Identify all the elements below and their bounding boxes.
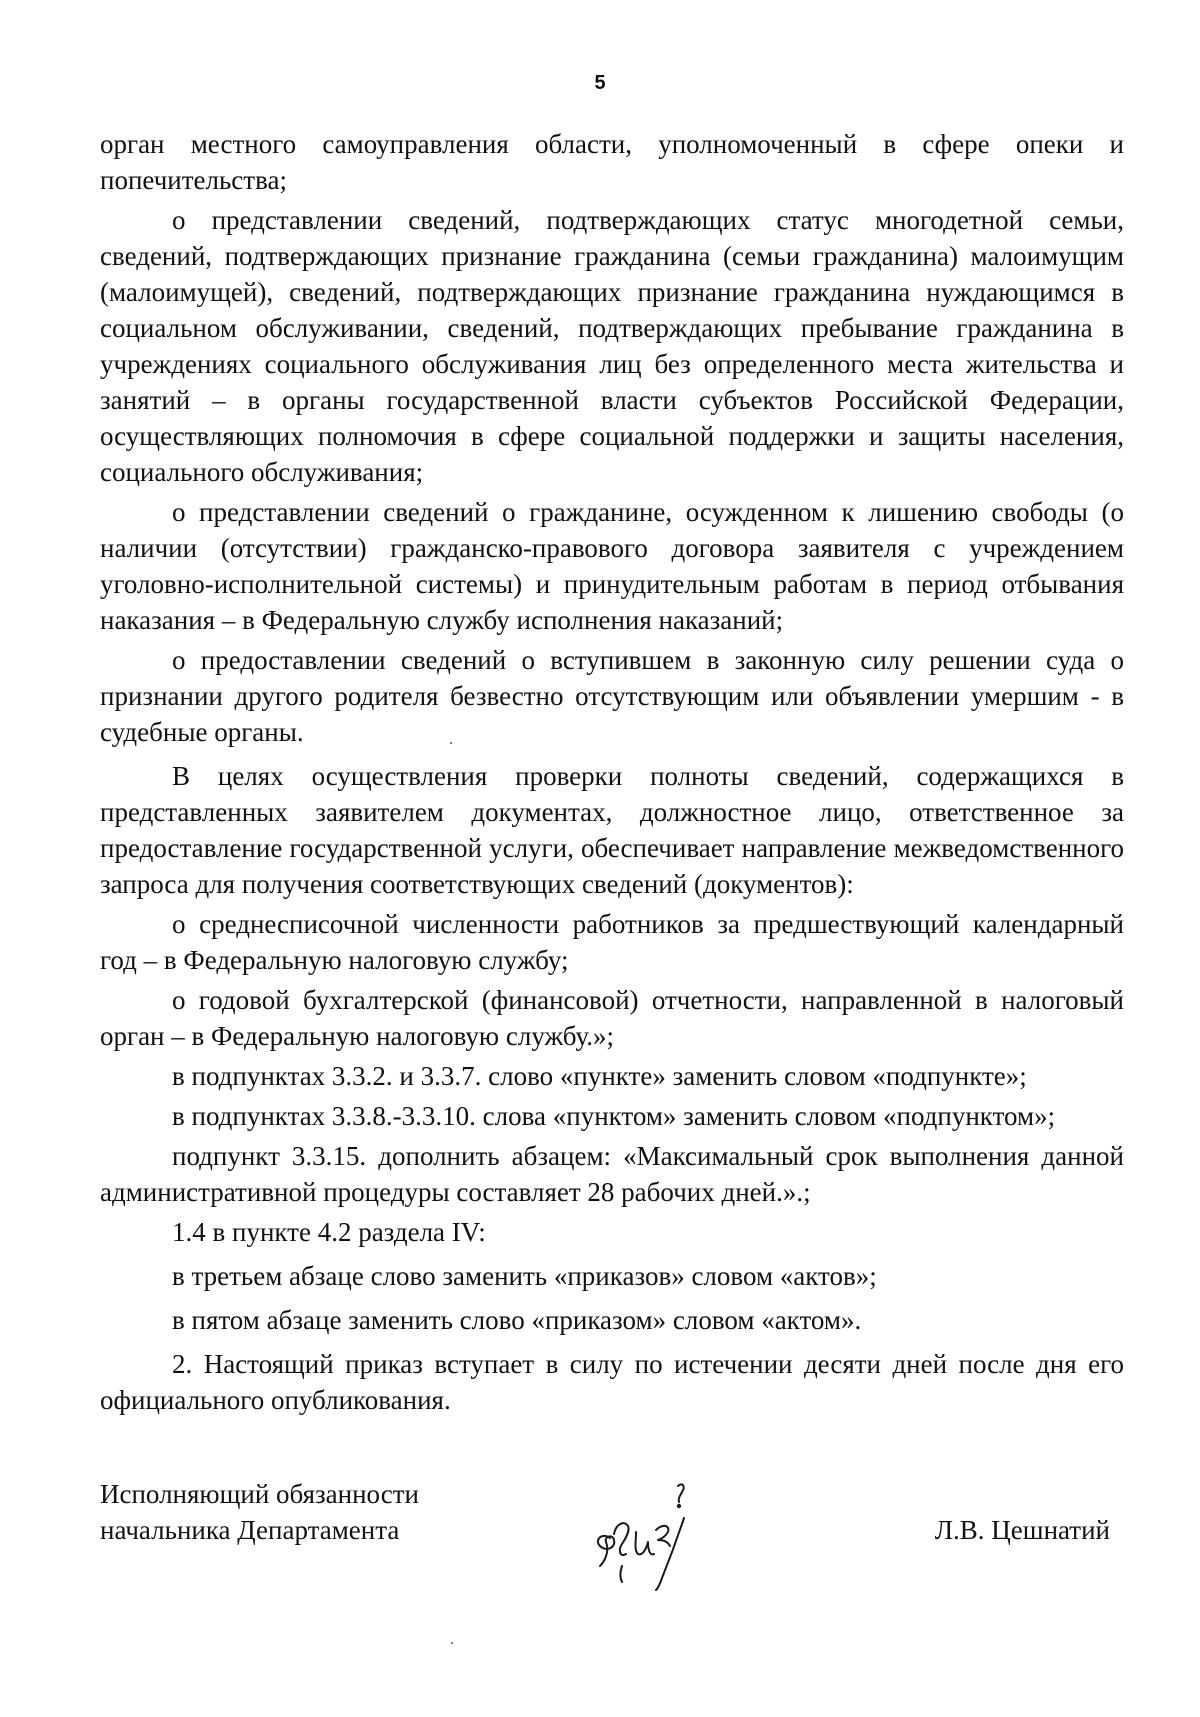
handwritten-signature (550, 1478, 720, 1596)
paragraph-court-decision: о предоставлении сведений о вступившем в законную силу решении суда о признании другого родителя безвестно отсутствующим или объявлении умершим - в судебные органы. (100, 645, 1124, 747)
signature-block (100, 1476, 1124, 1596)
paragraph-guardianship-authority: орган местного самоуправления области, уполномоченный в сфере опеки и попечительства; (100, 129, 1124, 195)
document-body (100, 126, 1124, 1418)
signer-title-line-1: Исполняющий обязанности (100, 1479, 419, 1509)
paragraph-clause-1-4: 1.4 в пункте 4.2 раздела IV: (172, 1217, 486, 1247)
scan-speck (451, 1642, 453, 1644)
paragraph-average-headcount: о среднесписочной численности работников за предшествующий календарный год – в Федеральную налоговую службу; (100, 909, 1124, 975)
paragraph-subclause-3-3-15: подпункт 3.3.15. дополнить абзацем: «Максимальный срок выполнения данной административной процедуры составляет 28 рабочих дней.».; (100, 1141, 1124, 1207)
paragraph-subclauses-3-3-2: в подпунктах 3.3.2. и 3.3.7. слово «пункте» заменить словом «подпункте»; (172, 1061, 1027, 1091)
signer-title-line-2: начальника Департамента (100, 1515, 400, 1545)
signer-name: Л.В. Цешнатий (934, 1515, 1110, 1545)
paragraph-interagency-request: В целях осуществления проверки полноты сведений, содержащихся в представленных заявителем документах, должностное лицо, ответственное за предоставление государственной услуги, обеспечивает направление межведомственного запроса для получения соответствующих сведений (документов): (100, 761, 1124, 899)
paragraph-large-family-status: о представлении сведений, подтверждающих статус многодетной семьи, сведений, подтверждающих признание гражданина (семьи гражданина) малоимущим (малоимущей), сведений, подтверждающих признание гражданина нуждающимся в социальном обслуживании, сведений, подтверждающих пребывание гражданина в учреждениях социального обслуживания лиц без определенного места жительства и занятий – в органы государственной власти субъектов Российской Федерации, осуществляющих полномочия в сфере социальной поддержки и защиты населения, социального обслуживания; (100, 205, 1124, 487)
page-number: 5 (594, 72, 606, 94)
paragraph-subclauses-3-3-8: в подпунктах 3.3.8.-3.3.10. слова «пунктом» заменить словом «подпунктом»; (172, 1101, 1056, 1131)
paragraph-annual-accounting: о годовой бухгалтерской (финансовой) отчетности, направленной в налоговый орган – в Федеральную налоговую службу.»; (100, 985, 1124, 1051)
scan-speck (450, 742, 452, 744)
signer-title (100, 1476, 419, 1548)
paragraph-convicted-citizen: о представлении сведений о гражданине, осужденном к лишению свободы (о наличии (отсутствии) гражданско-правового договора заявителя с учреждением уголовно-исполнительной системы) и принудительным работам в период отбывания наказания – в Федеральную службу исполнения наказаний; (100, 497, 1124, 635)
paragraph-fifth-abzac: в пятом абзаце заменить слово «приказом» словом «актом». (172, 1305, 862, 1335)
paragraph-third-abzac: в третьем абзаце слово заменить «приказов» словом «актов»; (172, 1261, 877, 1291)
paragraph-entry-into-force: 2. Настоящий приказ вступает в силу по истечении десяти дней после дня его официального опубликования. (100, 1349, 1124, 1415)
